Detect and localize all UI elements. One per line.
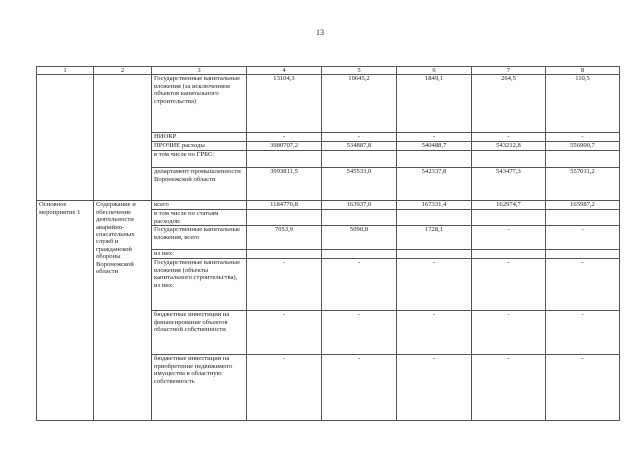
value-cell: 163937,0 (322, 201, 397, 210)
value-cell: - (247, 259, 322, 311)
value-cell (472, 250, 546, 259)
value-cell (247, 250, 322, 259)
column-header: 1 (37, 67, 94, 75)
value-cell (397, 210, 472, 226)
value-cell (322, 250, 397, 259)
value-cell: 165987,2 (546, 201, 620, 210)
row-label: всего (152, 201, 247, 210)
budget-table (36, 66, 620, 421)
value-cell: - (472, 133, 546, 142)
value-cell: 264,5 (472, 75, 546, 133)
row-label: Государственные капитальные вложения, всего (152, 226, 247, 250)
value-cell: 534887,8 (322, 142, 397, 151)
value-cell (247, 210, 322, 226)
value-cell (397, 151, 472, 168)
value-cell: - (546, 259, 620, 311)
value-cell: - (397, 133, 472, 142)
value-cell: - (472, 226, 546, 250)
row-label: из них: (152, 250, 247, 259)
value-cell: - (546, 311, 620, 355)
value-cell: 557011,2 (546, 168, 620, 201)
value-cell: - (247, 355, 322, 421)
value-cell (322, 151, 397, 168)
row-label: НИОКР (152, 133, 247, 142)
value-cell (546, 151, 620, 168)
value-cell: - (546, 226, 620, 250)
column-header: 5 (322, 67, 397, 75)
column-header-row (37, 67, 620, 75)
value-cell: - (322, 133, 397, 142)
activity-name: Основное мероприятие 1 (37, 201, 94, 421)
value-cell: - (546, 355, 620, 421)
value-cell: - (397, 311, 472, 355)
row-label: в том числе по ГРБС: (152, 151, 247, 168)
value-cell: 7053,9 (247, 226, 322, 250)
value-cell: 5090,8 (322, 226, 397, 250)
row-label: бюджетные инвестиции на финансирование объектов областной собственности (152, 311, 247, 355)
table-row (37, 201, 620, 210)
value-cell (397, 250, 472, 259)
value-cell: - (472, 311, 546, 355)
value-cell (546, 210, 620, 226)
value-cell: 1849,1 (397, 75, 472, 133)
value-cell: 167331,4 (397, 201, 472, 210)
value-cell (247, 151, 322, 168)
value-cell (546, 250, 620, 259)
value-cell: 542337,8 (397, 168, 472, 201)
value-cell: 10645,2 (322, 75, 397, 133)
row-label: Государственные капитальные вложения (объекты капитального строительства), из них: (152, 259, 247, 311)
value-cell: - (322, 355, 397, 421)
value-cell: - (247, 311, 322, 355)
value-cell: 1728,1 (397, 226, 472, 250)
value-cell (472, 151, 546, 168)
value-cell (322, 210, 397, 226)
column-header: 7 (472, 67, 546, 75)
value-cell: 3993811,5 (247, 168, 322, 201)
value-cell: - (397, 355, 472, 421)
empty-cell (94, 75, 152, 201)
value-cell: - (472, 259, 546, 311)
column-header: 8 (546, 67, 620, 75)
value-cell: 543212,8 (472, 142, 546, 151)
value-cell (472, 210, 546, 226)
row-label: департамент промышленности Воронежской области (152, 168, 247, 201)
column-header: 3 (152, 67, 247, 75)
value-cell: - (322, 311, 397, 355)
value-cell: 162974,7 (472, 201, 546, 210)
value-cell: - (247, 133, 322, 142)
page-number: 13 (316, 28, 324, 37)
empty-cell (37, 75, 94, 201)
value-cell: 545533,0 (322, 168, 397, 201)
value-cell: 540488,7 (397, 142, 472, 151)
row-label: Государственные капитальные вложения (за исключением объектов капитального строительства) (152, 75, 247, 133)
value-cell: - (397, 259, 472, 311)
column-header: 2 (94, 67, 152, 75)
value-cell: 13104,3 (247, 75, 322, 133)
row-label: бюджетные инвестиции на приобретение недвижимого имущества в областную собственность (152, 355, 247, 421)
value-cell: 3980707,2 (247, 142, 322, 151)
value-cell: - (322, 259, 397, 311)
value-cell: 110,5 (546, 75, 620, 133)
row-label: ПРОЧИЕ расходы (152, 142, 247, 151)
row-label: в том числе по статьям расходов: (152, 210, 247, 226)
column-header: 4 (247, 67, 322, 75)
table-row (37, 75, 620, 133)
value-cell: 1184770,8 (247, 201, 322, 210)
activity-description: Содержание и обеспечение деятельности аварийно-спасательных служб и гражданской обороны Воронежской области (94, 201, 152, 421)
column-header: 6 (397, 67, 472, 75)
value-cell: - (546, 133, 620, 142)
value-cell: 556900,7 (546, 142, 620, 151)
value-cell: 543477,3 (472, 168, 546, 201)
value-cell: - (472, 355, 546, 421)
